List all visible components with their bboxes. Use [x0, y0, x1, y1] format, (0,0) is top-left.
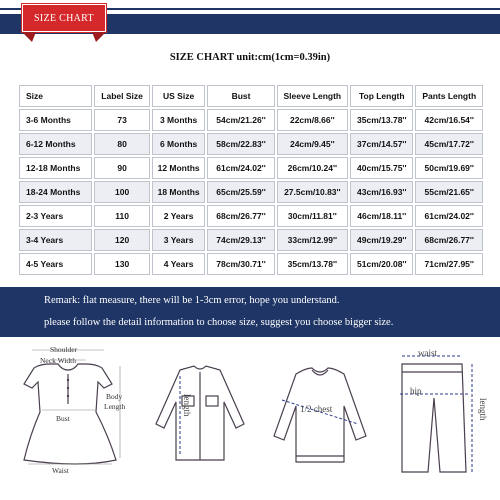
cell-pants-length: 50cm/19.69'' — [415, 157, 483, 179]
badge-body — [22, 4, 106, 32]
table-row — [19, 133, 483, 155]
pants-length-label: length — [478, 398, 488, 421]
remark-line-1: Remark: flat measure, there will be 1-3cm error, hope you understand. — [44, 295, 340, 306]
cell-sleeve-length: 27.5cm/10.83'' — [277, 181, 348, 203]
cell-size: 3-4 Years — [19, 229, 92, 251]
cell-pants-length: 45cm/17.72'' — [415, 133, 483, 155]
header-top-length: Top Length — [350, 85, 413, 107]
dress-shoulder-label: Shoulder — [50, 345, 78, 354]
cell-sleeve-length: 22cm/8.66'' — [277, 109, 348, 131]
cell-pants-length: 55cm/21.65'' — [415, 181, 483, 203]
cell-pants-length: 71cm/27.95'' — [415, 253, 483, 275]
cell-size: 2-3 Years — [19, 205, 92, 227]
cell-top-length: 46cm/18.11'' — [350, 205, 413, 227]
table-row — [19, 205, 483, 227]
cell-bust: 78cm/30.71'' — [207, 253, 274, 275]
remark-line-2: please follow the detail information to choose size, suggest you choose bigger size. — [44, 317, 394, 328]
shirt-illustration-icon — [140, 340, 260, 500]
sweater-illustration-icon — [260, 340, 380, 500]
cell-top-length: 49cm/19.29'' — [350, 229, 413, 251]
cell-sleeve-length: 30cm/11.81'' — [277, 205, 348, 227]
cell-sleeve-length: 35cm/13.78'' — [277, 253, 348, 275]
cell-top-length: 37cm/14.57'' — [350, 133, 413, 155]
pants-hip-label: hip — [410, 386, 422, 396]
table-row — [19, 229, 483, 251]
dress-neck-width-label: Neck Width — [40, 356, 77, 365]
cell-sleeve-length: 24cm/9.45'' — [277, 133, 348, 155]
cell-pants-length: 42cm/16.54'' — [415, 109, 483, 131]
shirt-diagram — [140, 340, 260, 500]
pants-waist-label: waist — [418, 348, 437, 358]
cell-us-size: 2 Years — [152, 205, 206, 227]
cell-bust: 61cm/24.02'' — [207, 157, 274, 179]
dress-waist-label: Waist — [52, 466, 69, 475]
dress-body-label: Body — [106, 392, 123, 401]
cell-bust: 54cm/21.26'' — [207, 109, 274, 131]
table-header-row — [19, 85, 483, 107]
badge-text: SIZE CHART — [34, 12, 94, 24]
header-label-size: Label Size — [94, 85, 149, 107]
chart-title: SIZE CHART unit:cm(1cm=0.39in) — [169, 52, 331, 63]
cell-label-size: 80 — [94, 133, 149, 155]
shirt-length-label: length — [182, 394, 192, 417]
cell-top-length: 35cm/13.78'' — [350, 109, 413, 131]
header-sleeve-length: Sleeve Length — [277, 85, 348, 107]
header-us-size: US Size — [152, 85, 206, 107]
header-pants-length: Pants Length — [415, 85, 483, 107]
cell-sleeve-length: 26cm/10.24'' — [277, 157, 348, 179]
dress-bust-label: Bust — [56, 414, 70, 423]
cell-size: 18-24 Months — [19, 181, 92, 203]
cell-label-size: 110 — [94, 205, 149, 227]
table-row — [19, 181, 483, 203]
cell-top-length: 51cm/20.08'' — [350, 253, 413, 275]
sweater-diagram — [260, 340, 380, 500]
table-row — [19, 109, 483, 131]
cell-us-size: 6 Months — [152, 133, 206, 155]
cell-bust: 68cm/26.77'' — [207, 205, 274, 227]
cell-us-size: 12 Months — [152, 157, 206, 179]
cell-label-size: 120 — [94, 229, 149, 251]
cell-pants-length: 68cm/26.77'' — [415, 229, 483, 251]
sweater-chest-label: 1/2 chest — [300, 404, 333, 414]
cell-bust: 65cm/25.59'' — [207, 181, 274, 203]
cell-us-size: 3 Years — [152, 229, 206, 251]
cell-top-length: 40cm/15.75'' — [350, 157, 413, 179]
cell-size: 4-5 Years — [19, 253, 92, 275]
dress-length-label: Length — [104, 402, 126, 411]
cell-label-size: 130 — [94, 253, 149, 275]
cell-label-size: 90 — [94, 157, 149, 179]
cell-us-size: 3 Months — [152, 109, 206, 131]
cell-us-size: 4 Years — [152, 253, 206, 275]
cell-sleeve-length: 33cm/12.99'' — [277, 229, 348, 251]
size-table — [17, 83, 485, 277]
cell-size: 12-18 Months — [19, 157, 92, 179]
size-chart-badge — [22, 4, 106, 40]
cell-size: 3-6 Months — [19, 109, 92, 131]
cell-us-size: 18 Months — [152, 181, 206, 203]
cell-label-size: 73 — [94, 109, 149, 131]
header-bust: Bust — [207, 85, 274, 107]
cell-pants-length: 61cm/24.02'' — [415, 205, 483, 227]
pants-diagram — [380, 340, 500, 500]
cell-label-size: 100 — [94, 181, 149, 203]
cell-size: 6-12 Months — [19, 133, 92, 155]
cell-bust: 58cm/22.83'' — [207, 133, 274, 155]
cell-top-length: 43cm/16.93'' — [350, 181, 413, 203]
cell-bust: 74cm/29.13'' — [207, 229, 274, 251]
table-row — [19, 253, 483, 275]
table-row — [19, 157, 483, 179]
header-size: Size — [19, 85, 92, 107]
dress-diagram — [0, 340, 140, 500]
remark-band — [0, 287, 500, 337]
